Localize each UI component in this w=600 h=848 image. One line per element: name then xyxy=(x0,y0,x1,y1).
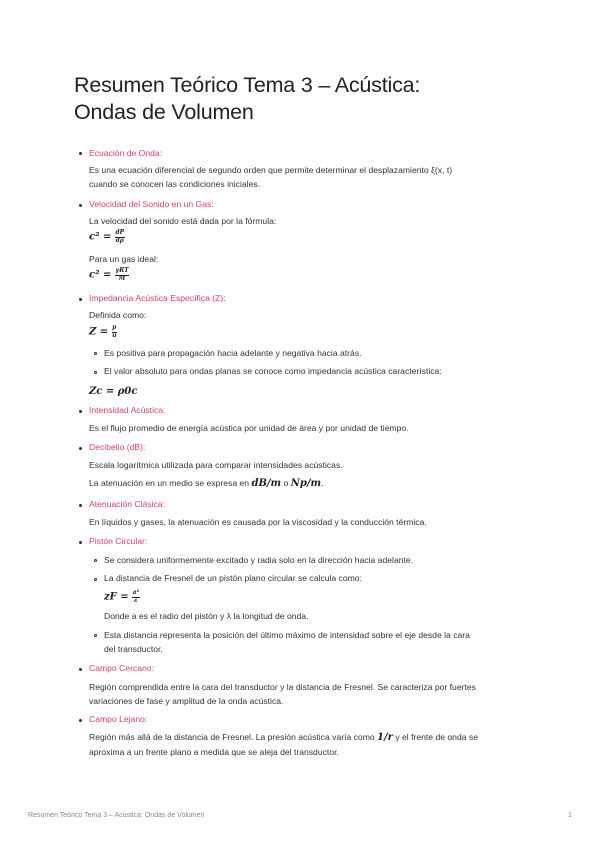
fraction-denominator: u xyxy=(112,331,117,339)
formula-fraction xyxy=(132,590,140,604)
decibelio-text-2b: o xyxy=(283,478,289,488)
fraction-numerator: dP xyxy=(115,229,125,236)
formula-lhs: Z = xyxy=(89,326,109,338)
formula-velocidad-sonido xyxy=(89,230,125,244)
sonido-text-1: La velocidad del sonido está dada por la fórmula: xyxy=(89,216,277,226)
piston-note: Donde a es el radio del pistón y λ la longitud de onda. xyxy=(104,611,309,621)
lejano-text-2: aproxima a un frente plano a medida que se aleja del transductor. xyxy=(89,747,339,757)
atenuacion-text-1: En líquidos y gases, la atenuación es causada por la viscosidad y la conducción térmica. xyxy=(89,517,427,527)
unit-np-per-m: Np/m xyxy=(290,478,322,489)
fraction-numerator: p xyxy=(112,324,117,331)
piston-sub-2: La distancia de Fresnel de un pistón plano circular se calcula como: xyxy=(104,573,362,583)
cercano-text-1: Región comprendida entre la cara del transductor y la distancia de Fresnel. Se caracteriza por fuertes xyxy=(89,682,476,692)
fraction-denominator: dρ xyxy=(115,236,124,244)
fraction-denominator: λ xyxy=(133,596,138,604)
fraction-numerator: γRT xyxy=(115,267,129,274)
sub-bullet xyxy=(94,352,97,355)
heading-atenuacion: Atenuación Clásica: xyxy=(89,499,165,509)
title-line-2: Ondas de Volumen xyxy=(74,100,254,124)
bullet xyxy=(79,447,82,450)
formula-lhs: zF = xyxy=(104,591,129,603)
unit-db-per-m: dB/m xyxy=(251,478,282,489)
fraction-numerator: a² xyxy=(132,589,140,596)
onda-text-2: cuando se conocen las condiciones iniciales. xyxy=(89,179,261,189)
formula-fraction xyxy=(112,325,117,339)
fraction-denominator: M xyxy=(118,274,126,282)
bullet xyxy=(79,504,82,507)
impedancia-text-1: Definida como: xyxy=(89,310,147,320)
impedancia-sub-2: El valor absoluto para ondas planas se conoce como impedancia acústica característica: xyxy=(104,366,442,376)
page-number: 1 xyxy=(568,812,572,819)
formula-fraction xyxy=(115,230,125,244)
heading-impedancia: Impedancia Acústica Específica (Z): xyxy=(89,293,226,303)
bullet xyxy=(79,541,82,544)
decibelio-text-1: Escala logarítmica utilizada para comparar intensidades acústicas. xyxy=(89,460,343,470)
piston-sub-1: Se considera uniformemente excitado y radia solo en la dirección hacia adelante. xyxy=(104,555,414,565)
heading-decibelio: Decibelio (dB): xyxy=(89,442,146,452)
lejano-text-1 xyxy=(89,732,478,744)
onda-text-1: Es una ecuación diferencial de segundo orden que permite determinar el desplazamiento ξ(x, t) xyxy=(89,165,453,175)
heading-campo-cercano: Campo Cercano: xyxy=(89,663,154,673)
bullet xyxy=(79,152,82,155)
formula-lhs: c² = xyxy=(89,269,112,281)
one-over-r: 1/r xyxy=(377,732,393,743)
bullet xyxy=(79,204,82,207)
decibelio-text-2 xyxy=(89,478,323,490)
formula-lhs: c² = xyxy=(89,231,112,243)
page-title xyxy=(74,72,534,126)
heading-piston: Pistón Circular: xyxy=(89,536,148,546)
bullet xyxy=(79,298,82,301)
sub-bullet xyxy=(94,559,97,562)
formula-impedancia-caracteristica: Zc = ρ0c xyxy=(89,386,138,397)
sub-bullet xyxy=(94,371,97,374)
sonido-text-2: Para un gas ideal: xyxy=(89,254,159,264)
formula-impedancia xyxy=(89,325,117,339)
lejano-text-1a: Región más allá de la distancia de Fresnel. La presión acústica varía como xyxy=(89,732,375,742)
piston-sub-3-line-2: del transductor. xyxy=(104,644,163,654)
title-line-1: Resumen Teórico Tema 3 – Acústica: xyxy=(74,73,421,97)
heading-velocidad-sonido: Velocidad del Sonido en un Gas: xyxy=(89,199,214,209)
formula-fraction xyxy=(115,268,129,282)
intensidad-text-1: Es el flujo promedio de energía acústica por unidad de área y por unidad de tiempo. xyxy=(89,423,409,433)
bullet xyxy=(79,410,82,413)
heading-intensidad: Intensidad Acústica: xyxy=(89,405,166,415)
sub-bullet xyxy=(94,634,97,637)
decibelio-text-2a: La atenuación en un medio se expresa en xyxy=(89,478,250,488)
bullet xyxy=(79,719,82,722)
formula-fresnel xyxy=(104,590,140,604)
impedancia-sub-1: Es positiva para propagación hacia adelante y negativa hacia atrás. xyxy=(104,348,362,358)
bullet xyxy=(79,668,82,671)
decibelio-text-2c: . xyxy=(321,478,324,488)
formula-gas-ideal xyxy=(89,268,129,282)
heading-ecuacion-onda: Ecuación de Onda: xyxy=(89,148,163,158)
cercano-text-2: variaciones de fase y amplitud de la onda acústica. xyxy=(89,696,284,706)
piston-sub-3-line-1: Esta distancia representa la posición del último máximo de intensidad sobre el eje desde la cara xyxy=(104,630,470,640)
heading-campo-lejano: Campo Lejano: xyxy=(89,714,148,724)
footer-title: Resumen Teórico Tema 3 – Acústica: Ondas de Volumen xyxy=(28,812,205,819)
sub-bullet xyxy=(94,578,97,581)
lejano-text-1b: y el frente de onda se xyxy=(395,732,478,742)
